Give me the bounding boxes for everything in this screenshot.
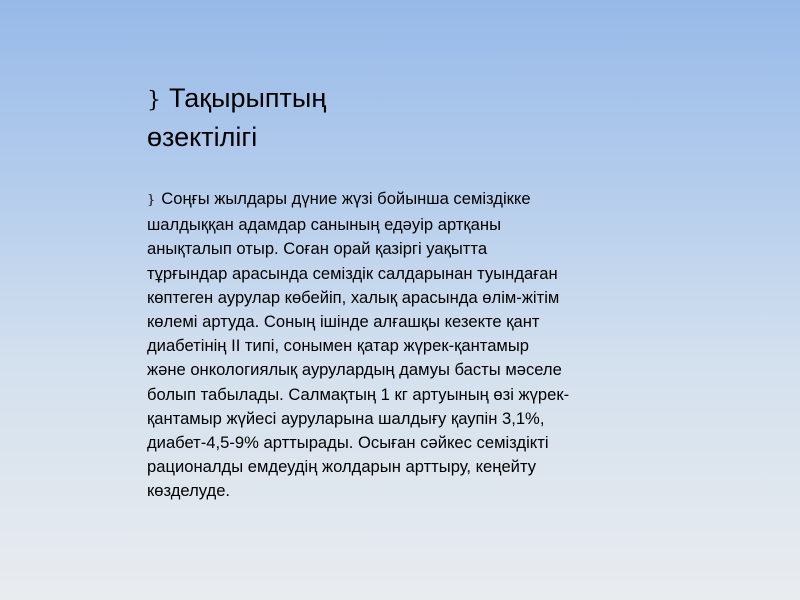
bullet-icon: } (147, 88, 161, 113)
body-line: және онкологиялық аурулардың дамуы басты мәселе (147, 360, 562, 380)
body-line: диабет-4,5-9% арттырады. Осыған сәйкес семіздікті (147, 433, 549, 453)
title-line-2: өзектілігі (147, 122, 258, 152)
body-text: Соңғы жылдары дүние жүзі бойынша семіздікке (161, 189, 531, 208)
body-line (147, 187, 667, 213)
body-line: диабетінің ІІ типі, сонымен қатар жүрек-қантамыр (147, 336, 529, 356)
body-line: шалдыққан адамдар санының едәуір артқаны (147, 215, 502, 235)
body-line: көзделуде. (147, 481, 231, 501)
body-line: рационалды емдеудің жолдарын арттыру, кеңейту (147, 457, 537, 477)
body-line: тұрғындар арасында семіздік салдарынан туындаған (147, 263, 558, 283)
title-text-1: Тақырыптың (169, 83, 327, 113)
body-line: көлемі артуда. Соның ішінде алғашқы кезекте қант (147, 312, 540, 332)
body-line: анықталып отыр. Соған орай қазіргі уақытта (147, 239, 488, 259)
body-line: қантамыр жүйесі ауруларына шалдығу қаупін 3,1%, (147, 408, 545, 428)
title-line-1 (147, 80, 467, 119)
slide-body (147, 187, 667, 504)
slide-title (147, 80, 467, 155)
body-line: көптеген аурулар көбейіп, халық арасында өлім-жітім (147, 287, 560, 307)
body-line: болып табылады. Салмақтың 1 кг артуының өзі жүрек- (147, 384, 570, 404)
bullet-icon: } (147, 193, 156, 208)
